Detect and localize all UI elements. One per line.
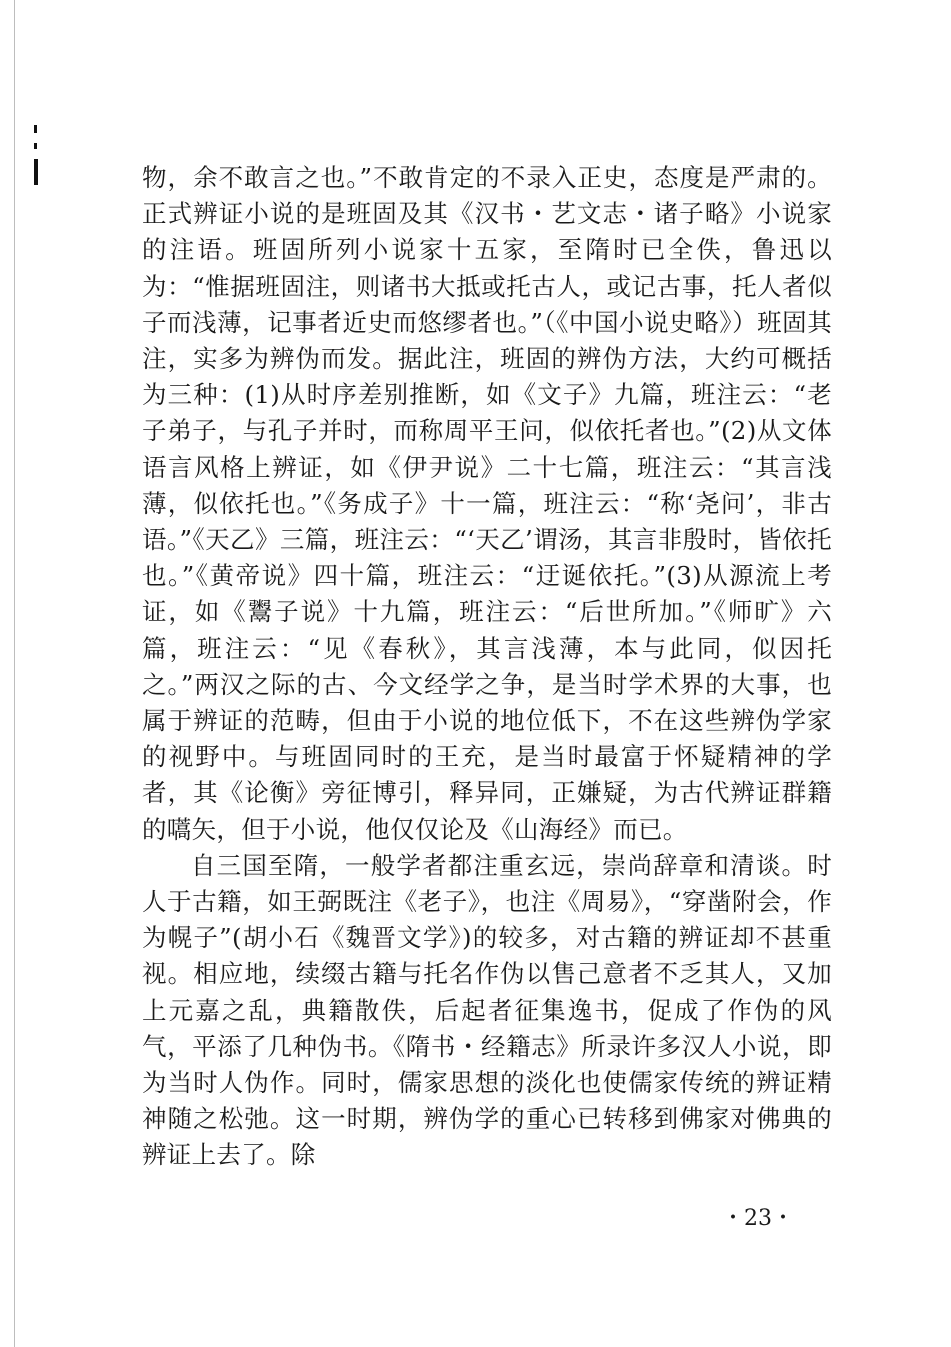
body-text [142,160,832,1174]
margin-mark [34,125,37,133]
page-number: ・23・ [722,1206,794,1231]
margin-mark [34,159,38,185]
page-edge-line [14,0,15,1347]
paragraph-continued: 物，余不敢言之也。”不敢肯定的不录入正史，态度是严肃的。正式辨证小说的是班固及其《汉书・艺文志・诸子略》小说家的注语。班固所列小说家十五家，至隋时已全佚，鲁迅以为：“惟据班固注，则诸书大抵或托古人，或记古事，托人者似子而浅薄，记事者近史而悠缪者也。”（《中国小说史略》）班固其注，实多为辨伪而发。据此注，班固的辨伪方法，大约可概括为三种：(1)从时序差别推断，如《文子》九篇，班注云：“老子弟子，与孔子并时，而称周平王问，似依托者也。”(2)从文体语言风格上辨证，如《伊尹说》二十七篇，班注云：“其言浅薄，似依托也。”《务成子》十一篇，班注云：“称‘尧问’，非古语。”《天乙》三篇，班注云：“‘天乙’谓汤，其言非殷时，皆依托也。”《黄帝说》四十篇，班注云：“迂诞依托。”(3)从源流上考证，如《鬻子说》十九篇，班注云：“后世所加。”《师旷》六篇，班注云：“见《春秋》，其言浅薄，本与此同，似因托之。”两汉之际的古、今文经学之争，是当时学术界的大事，也属于辨证的范畴，但由于小说的地位低下，不在这些辨伪学家的视野中。与班固同时的王充，是当时最富于怀疑精神的学者，其《论衡》旁征博引，释异同，正嫌疑，为古代辨证群籍的嚆矢，但于小说，他仅仅论及《山海经》而已。 [142,163,832,844]
margin-marks [30,125,42,195]
margin-mark [34,143,37,149]
paragraph: 自三国至隋，一般学者都注重玄远，崇尚辞章和清谈。时人于古籍，如王弼既注《老子》，也注《周易》，“穿凿附会，作为幌子”(胡小石《魏晋文学》)的较多，对古籍的辨证却不甚重视。相应地，续缀古籍与托名作伪以售己意者不乏其人，又加上元嘉之乱，典籍散佚，后起者征集逸书，促成了作伪的风气，平添了几种伪书。《隋书・经籍志》所录许多汉人小说，即为当时人伪作。同时，儒家思想的淡化也使儒家传统的辨证精神随之松弛。这一时期，辨伪学的重心已转移到佛家对佛典的辨证上去了。除 [142,850,832,1170]
